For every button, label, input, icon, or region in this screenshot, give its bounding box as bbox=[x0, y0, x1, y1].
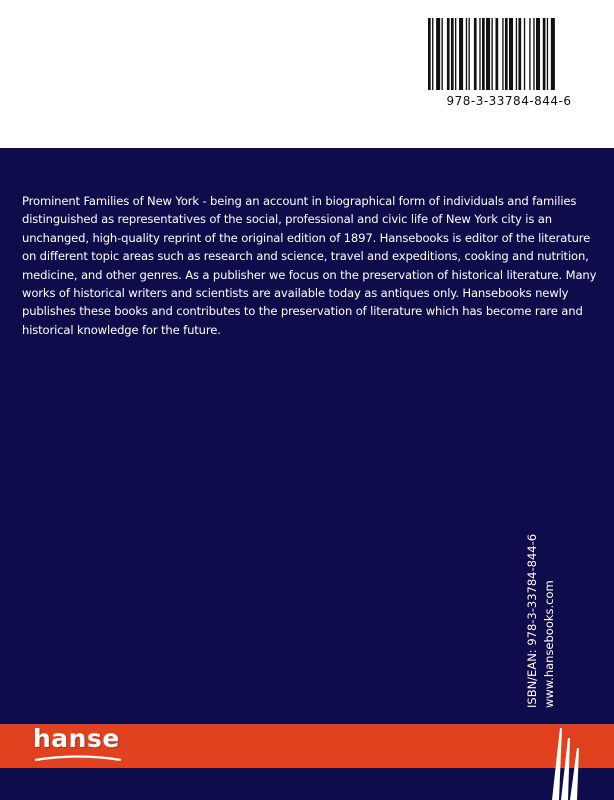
barcode bbox=[420, 14, 598, 112]
vertical-publication-info bbox=[524, 508, 558, 708]
logo-underline-icon bbox=[33, 754, 123, 764]
barcode-isbn-text: 978-3-33784-844-6 bbox=[446, 94, 572, 108]
back-cover-top-band bbox=[0, 0, 614, 148]
website-label: www.hansebooks.com bbox=[542, 580, 556, 708]
book-description: Prominent Families of New York - being an account in biographical form of individuals and families distinguished as representatives of the social, professional and civic life of New York city is an unchanged, high-quality reprint of the original edition of 1897. Hansebooks is editor of the literature on different topic areas such as research and science, travel and expeditions, cooking and nutrition, medicine, and other genres. As a publisher we focus on the preservation of historical literature. Many works of historical writers and scientists are available today as antiques only. Hansebooks newly publishes these books and contributes to the preservation of literature which has become rare and historical knowledge for the future. bbox=[22, 194, 597, 337]
barcode-icon bbox=[420, 14, 598, 94]
brand-name: hanse bbox=[33, 724, 120, 753]
brand-strip bbox=[0, 718, 614, 800]
hanse-logo-icon bbox=[33, 724, 120, 753]
description-panel bbox=[0, 148, 614, 718]
hanse-mark-icon bbox=[548, 718, 588, 800]
isbn-ean-label: ISBN/EAN: 978-3-33784-844-6 bbox=[525, 533, 539, 708]
